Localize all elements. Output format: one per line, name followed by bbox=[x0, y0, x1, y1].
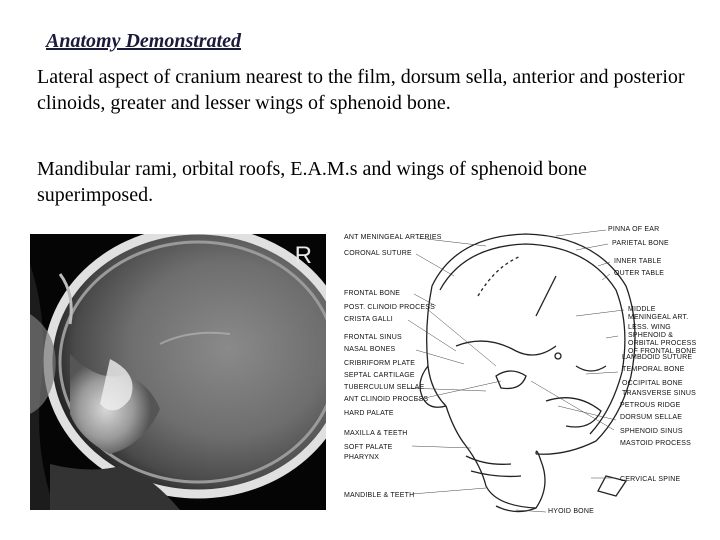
label-pinna-of-ear: PINNA OF EAR bbox=[608, 226, 660, 233]
label-nasal-bones: NASAL BONES bbox=[344, 346, 396, 353]
label-hard-palate: HARD PALATE bbox=[344, 410, 394, 417]
xray-illustration bbox=[30, 234, 326, 510]
label-outer-table: OUTER TABLE bbox=[614, 270, 665, 277]
paragraph-anatomy: Lateral aspect of cranium nearest to the film, dorsum sella, anterior and posterior clinoids, greater and lesser wings of sphenoid bone. bbox=[37, 66, 685, 114]
label-mastoid-process: MASTOID PROCESS bbox=[620, 440, 691, 447]
label-sphenoid-sinus: SPHENOID SINUS bbox=[620, 428, 683, 435]
label-tuberculum-sellae: TUBERCULUM SELLAE bbox=[344, 384, 425, 391]
skull-diagram bbox=[336, 216, 708, 526]
label-coronal-suture: CORONAL SUTURE bbox=[344, 250, 412, 257]
label-crista-galli: CRISTA GALLI bbox=[344, 316, 393, 323]
label-transverse-sinus: TRANSVERSE SINUS bbox=[622, 390, 696, 397]
label-middle-meningeal-art: MIDDLE MENINGEAL ART. bbox=[628, 306, 689, 321]
label-mandible-teeth: MANDIBLE & TEETH bbox=[344, 492, 415, 499]
label-parietal-bone: PARIETAL BONE bbox=[612, 240, 669, 247]
label-post-clinoid-process: POST. CLINOID PROCESS bbox=[344, 304, 435, 311]
skull-xray-image bbox=[30, 234, 326, 510]
label-pharynx: PHARYNX bbox=[344, 454, 380, 461]
label-ant-meningeal-arteries: ANT MENINGEAL ARTERIES bbox=[344, 234, 442, 241]
label-petrous-ridge: PETROUS RIDGE bbox=[620, 402, 681, 409]
label-hyoid-bone: HYOID BONE bbox=[548, 508, 594, 515]
side-marker: R bbox=[294, 242, 312, 269]
label-lambdoid-suture: LAMBDOID SUTURE bbox=[622, 354, 693, 361]
label-lesser-wing-sphenoid: LESS. WING SPHENOID & ORBITAL PROCESS OF FRONTAL BONE bbox=[628, 324, 697, 355]
label-dorsum-sellae: DORSUM SELLAE bbox=[620, 414, 683, 421]
label-occipital-bone: OCCIPITAL BONE bbox=[622, 380, 683, 387]
label-inner-table: INNER TABLE bbox=[614, 258, 662, 265]
label-temporal-bone: TEMPORAL BONE bbox=[622, 366, 685, 373]
label-frontal-sinus: FRONTAL SINUS bbox=[344, 334, 402, 341]
label-septal-cartilage: SEPTAL CARTILAGE bbox=[344, 372, 415, 379]
slide-heading: Anatomy Demonstrated bbox=[46, 30, 242, 52]
label-cervical-spine: CERVICAL SPINE bbox=[620, 476, 681, 483]
paragraph-superimposed: Mandibular rami, orbital roofs, E.A.M.s and wings of sphenoid bone superimposed. bbox=[37, 158, 587, 206]
label-cribriform-plate: CRIBRIFORM PLATE bbox=[344, 360, 416, 367]
label-maxilla-teeth: MAXILLA & TEETH bbox=[344, 430, 408, 437]
label-frontal-bone: FRONTAL BONE bbox=[344, 290, 401, 297]
label-soft-palate: SOFT PALATE bbox=[344, 444, 393, 451]
label-ant-clinoid-process: ANT CLINOID PROCESS bbox=[344, 396, 429, 403]
